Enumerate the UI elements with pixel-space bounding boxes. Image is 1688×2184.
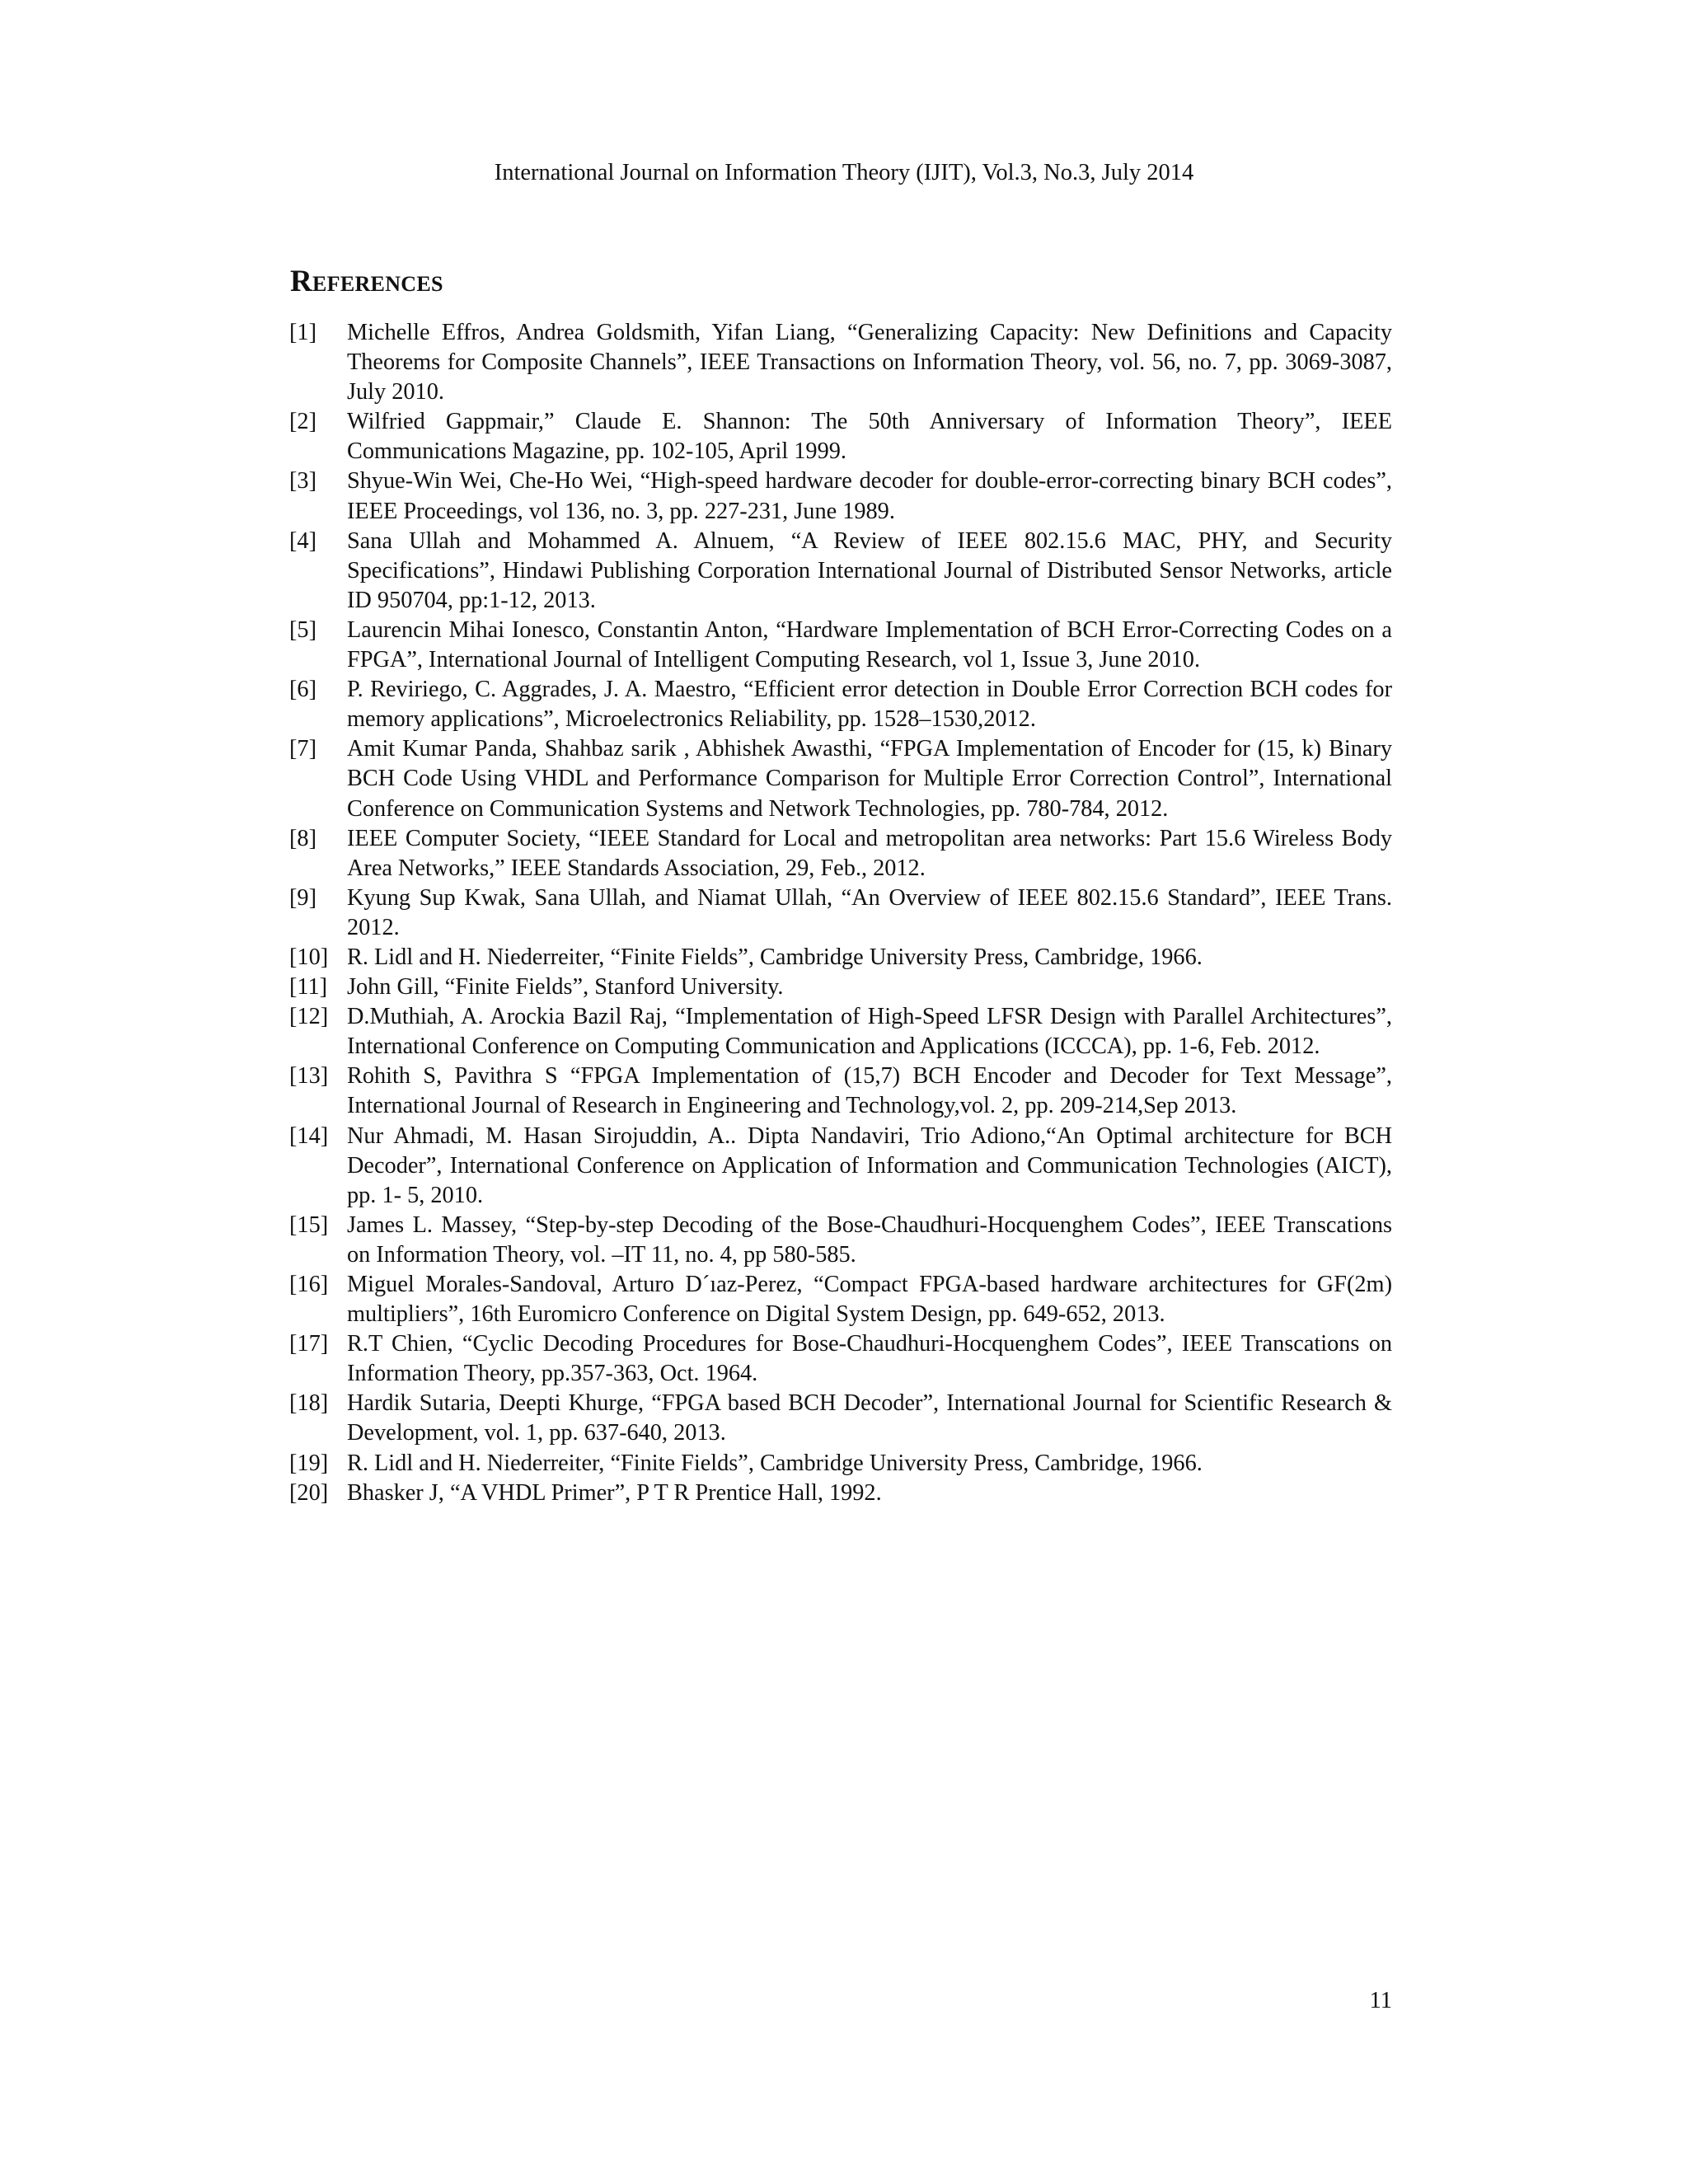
reference-text: Shyue-Win Wei, Che-Ho Wei, “High-speed hardware decoder for double-error-correcting binary BCH codes”, IEEE Proceedings, vol 136, no. 3, pp. 227-231, June 1989. [347, 468, 1392, 524]
reference-item [289, 1002, 1392, 1062]
reference-item [289, 527, 1392, 616]
reference-text: Rohith S, Pavithra S “FPGA Implementation of (15,7) BCH Encoder and Decoder for Text Message”, International Journal of Research in Engineering and Technology,vol. 2, pp. 209-214,Sep 2013. [347, 1063, 1392, 1119]
reference-text: Laurencin Mihai Ionesco, Constantin Anton, “Hardware Implementation of BCH Error-Correcting Codes on a FPGA”, International Journal of Intelligent Computing Research, vol 1, Issue 3, June 2010. [347, 616, 1392, 673]
reference-number: [15] [289, 1212, 329, 1238]
reference-number: [1] [289, 320, 316, 345]
reference-number: [3] [289, 468, 316, 494]
reference-number: [8] [289, 825, 316, 851]
reference-number: [5] [289, 616, 316, 643]
reference-item [289, 1479, 1392, 1508]
reference-text: D.Muthiah, A. Arockia Bazil Raj, “Implementation of High-Speed LFSR Design with Parallel Architectures”, International Conference on Computing Communication and Applications (ICCCA), pp. 1-6, Feb. 2012. [347, 1004, 1392, 1060]
reference-text: R. Lidl and H. Niederreiter, “Finite Fields”, Cambridge University Press, Cambridge, 1966. [347, 944, 1203, 970]
reference-item [289, 1122, 1392, 1211]
reference-text: R.T Chien, “Cyclic Decoding Procedures for Bose-Chaudhuri-Hocquenghem Codes”, IEEE Transcations on Information Theory, pp.357-363, Oct. 1964. [347, 1331, 1392, 1387]
reference-item [289, 318, 1392, 407]
reference-text: Bhasker J, “A VHDL Primer”, P T R Prentice Hall, 1992. [347, 1479, 882, 1506]
reference-text: Kyung Sup Kwak, Sana Ullah, and Niamat Ullah, “An Overview of IEEE 802.15.6 Standard”, IEEE Trans. 2012. [347, 884, 1392, 940]
reference-item [289, 972, 1392, 1002]
reference-number: [17] [289, 1331, 329, 1357]
reference-text: Wilfried Gappmair,” Claude E. Shannon: The 50th Anniversary of Information Theory”, IEEE Communications Magazine, pp. 102-105, April 1999. [347, 409, 1392, 465]
reference-item [289, 1062, 1392, 1121]
reference-number: [16] [289, 1272, 329, 1297]
reference-item [289, 1270, 1392, 1329]
reference-number: [6] [289, 677, 316, 703]
page-number: 11 [1369, 1988, 1392, 2013]
reference-text: Sana Ullah and Mohammed A. Alnuem, “A Review of IEEE 802.15.6 MAC, PHY, and Security Specifications”, Hindawi Publishing Corporation International Journal of Distributed Sensor Networks, article ID 950704, pp:1-12, 2013. [347, 527, 1392, 613]
reference-number: [2] [289, 409, 316, 435]
reference-text: Miguel Morales-Sandoval, Arturo D´ıaz-Perez, “Compact FPGA-based hardware architectures for GF(2m) multipliers”, 16th Euromicro Conference on Digital System Design, pp. 649-652, 2013. [347, 1272, 1392, 1328]
reference-number: [10] [289, 944, 329, 970]
reference-item [289, 943, 1392, 972]
reference-text: Nur Ahmadi, M. Hasan Sirojuddin, A.. Dipta Nandaviri, Trio Adiono,“An Optimal architecture for BCH Decoder”, International Conference on Application of Information and Communication Technologies (AICT), pp. 1- 5, 2010. [347, 1122, 1392, 1208]
reference-number: [18] [289, 1390, 329, 1417]
reference-text: Michelle Effros, Andrea Goldsmith, Yifan Liang, “Generalizing Capacity: New Definitions and Capacity Theorems for Composite Channels”, IEEE Transactions on Information Theory, vol. 56, no. 7, pp. 3069-3087, July 2010. [347, 320, 1392, 405]
reference-item [289, 616, 1392, 675]
reference-text: John Gill, “Finite Fields”, Stanford University. [347, 974, 784, 1001]
reference-number: [11] [289, 974, 328, 1001]
reference-number: [19] [289, 1450, 329, 1476]
reference-number: [14] [289, 1122, 329, 1149]
reference-item [289, 734, 1392, 823]
reference-number: [13] [289, 1063, 329, 1090]
reference-list [289, 318, 1392, 1508]
reference-number: [12] [289, 1004, 329, 1030]
reference-item [289, 1389, 1392, 1448]
reference-text: R. Lidl and H. Niederreiter, “Finite Fields”, Cambridge University Press, Cambridge, 1966. [347, 1450, 1203, 1476]
reference-text: IEEE Computer Society, “IEEE Standard for Local and metropolitan area networks: Part 15.6 Wireless Body Area Networks,” IEEE Standards Association, 29, Feb., 2012. [347, 825, 1392, 881]
reference-number: [4] [289, 527, 316, 554]
reference-number: [7] [289, 736, 316, 762]
reference-item [289, 407, 1392, 466]
reference-item [289, 1449, 1392, 1479]
running-header: International Journal on Information Theory (IJIT), Vol.3, No.3, July 2014 [494, 160, 1194, 185]
reference-item [289, 1211, 1392, 1270]
reference-text: P. Reviriego, C. Aggrades, J. A. Maestro, “Efficient error detection in Double Error Correction BCH codes for memory applications”, Microelectronics Reliability, pp. 1528–1530,2012. [347, 677, 1392, 733]
reference-number: [20] [289, 1479, 329, 1506]
section-heading-references: References [290, 265, 443, 298]
reference-item [289, 883, 1392, 943]
reference-number: [9] [289, 884, 316, 911]
reference-item [289, 1329, 1392, 1389]
reference-item [289, 824, 1392, 883]
reference-item [289, 466, 1392, 526]
reference-text: Amit Kumar Panda, Shahbaz sarik , Abhishek Awasthi, “FPGA Implementation of Encoder for (15, k) Binary BCH Code Using VHDL and Performance Comparison for Multiple Error Correction Control”, International Conference on Communication Systems and Network Technologies, pp. 780-784, 2012. [347, 736, 1392, 822]
reference-text: Hardik Sutaria, Deepti Khurge, “FPGA based BCH Decoder”, International Journal for Scientific Research & Development, vol. 1, pp. 637-640, 2013. [347, 1390, 1392, 1446]
reference-text: James L. Massey, “Step-by-step Decoding of the Bose-Chaudhuri-Hocquenghem Codes”, IEEE Transcations on Information Theory, vol. –IT 11, no. 4, pp 580-585. [347, 1212, 1392, 1268]
reference-item [289, 675, 1392, 734]
